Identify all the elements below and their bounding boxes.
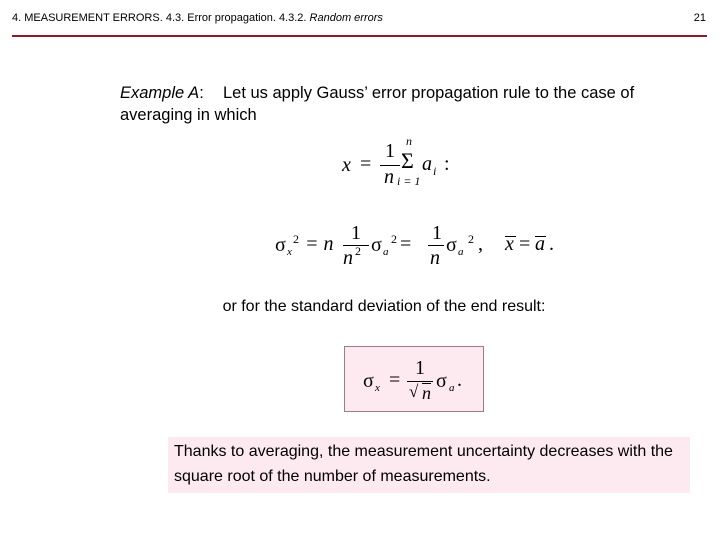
- mean-sub: i: [433, 164, 437, 178]
- result-one: 1: [415, 357, 425, 379]
- variance-x-sub: x: [287, 246, 292, 258]
- example-text: Let us apply Gauss’ error propagation rule to the case of averaging in which: [120, 84, 635, 124]
- mean-eq: =: [360, 153, 372, 175]
- sqrt-icon: √: [409, 382, 419, 401]
- variance-one1: 1: [351, 222, 361, 244]
- example-colon: :: [199, 84, 204, 102]
- result-n: n: [422, 383, 431, 403]
- std-result-formula: [363, 357, 473, 401]
- result-dot: .: [457, 369, 462, 391]
- variance-one2: 1: [432, 222, 442, 244]
- variance-formula: [275, 220, 585, 272]
- result-eq: =: [389, 369, 401, 391]
- page-number: 21: [693, 12, 706, 24]
- variance-n: n: [430, 247, 440, 269]
- variance-a-sq1: 2: [391, 232, 397, 246]
- variance-dot: .: [549, 233, 554, 255]
- variance-sigma-a1: σ: [371, 234, 382, 256]
- variance-bar2: [428, 245, 444, 246]
- mean-formula: [340, 134, 480, 190]
- mean-upper: n: [406, 134, 412, 148]
- sum-icon: Σ: [401, 148, 414, 173]
- std-deviation-text: or for the standard deviation of the end result:: [222, 298, 546, 315]
- variance-a-sub2: a: [458, 246, 464, 258]
- breadcrumb-section: Random errors: [309, 12, 383, 24]
- example-label: Example A: [120, 84, 200, 102]
- mean-end: :: [444, 153, 450, 175]
- mean-lower: i = 1: [397, 174, 421, 188]
- result-sigma-x: σ: [363, 370, 374, 392]
- variance-a-sub1: a: [383, 246, 389, 258]
- variance-n2: n: [343, 247, 353, 269]
- result-box: [344, 346, 484, 412]
- variance-sigma-x: σ: [275, 234, 286, 256]
- variance-abar: a: [535, 233, 545, 255]
- variance-eq2: =: [400, 233, 412, 255]
- breadcrumb: [12, 12, 383, 24]
- variance-comma: ,: [478, 233, 483, 255]
- header-rule: [12, 35, 707, 37]
- breadcrumb-path: 4. MEASUREMENT ERRORS. 4.3. Error propagation. 4.3.2.: [12, 12, 310, 24]
- variance-xbar: x: [505, 233, 514, 255]
- conclusion-note: Thanks to averaging, the measurement uncertainty decreases with the square root of the number of measurements.: [168, 437, 690, 493]
- mean-one: 1: [385, 140, 395, 162]
- variance-eq1: = n: [305, 233, 334, 255]
- result-a-sub: a: [449, 382, 455, 394]
- mean-x: x: [342, 154, 351, 176]
- variance-n2-sq: 2: [355, 244, 361, 258]
- variance-x-sq: 2: [293, 232, 299, 246]
- variance-a-sq2: 2: [468, 232, 474, 246]
- mean-n: n: [384, 166, 394, 188]
- result-sigma-a: σ: [436, 370, 447, 392]
- example-paragraph: [120, 82, 690, 126]
- mean-a: a: [422, 153, 432, 175]
- result-x-sub: x: [375, 382, 380, 394]
- variance-eq3: =: [519, 233, 531, 255]
- variance-sigma-a2: σ: [446, 234, 457, 256]
